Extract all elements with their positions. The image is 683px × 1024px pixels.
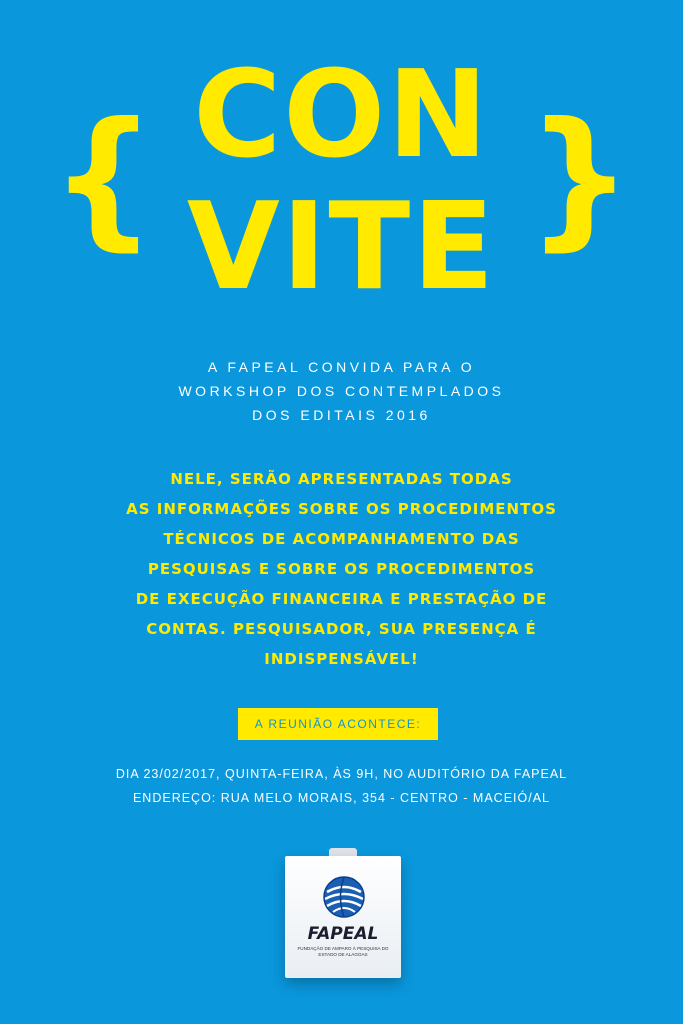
description-line: AS INFORMAÇÕES SOBRE OS PROCEDIMENTOS (126, 500, 557, 518)
logo-card (285, 856, 401, 978)
description-line: DE EXECUÇÃO FINANCEIRA E PRESTAÇÃO DE (135, 590, 548, 608)
logo-subtitle: FUNDAÇÃO DE AMPARO À PESQUISA DO ESTADO DE ALAGOAS (297, 946, 389, 957)
intro-text (0, 355, 683, 427)
meeting-date-line: DIA 23/02/2017, QUINTA-FEIRA, ÀS 9H, NO AUDITÓRIO DA FAPEAL (115, 767, 568, 781)
heading-line-2: VITE (186, 178, 497, 317)
meeting-details (0, 762, 683, 810)
left-brace: { (50, 91, 157, 265)
meeting-badge: A REUNIÃO ACONTECE: (238, 708, 438, 740)
description-line: TÉCNICOS DE ACOMPANHAMENTO DAS (163, 530, 520, 548)
logo-name: FAPEAL (307, 924, 379, 944)
description-line: NELE, SERÃO APRESENTADAS TODAS (170, 470, 513, 488)
globe-logo-icon (319, 872, 369, 922)
convite-heading (0, 48, 683, 338)
intro-line: WORKSHOP DOS CONTEMPLADOS (178, 383, 505, 399)
description-line: INDISPENSÁVEL! (264, 650, 419, 668)
meeting-address-line: ENDEREÇO: RUA MELO MORAIS, 354 - CENTRO - MACEIÓ/AL (132, 791, 551, 805)
heading-line-1: CON (193, 46, 490, 185)
description-line: CONTAS. PESQUISADOR, SUA PRESENÇA É (146, 620, 537, 638)
description-text (0, 464, 683, 674)
fapeal-logo (281, 848, 405, 980)
intro-line: DOS EDITAIS 2016 (252, 407, 431, 423)
intro-line: A FAPEAL CONVIDA PARA O (207, 359, 476, 375)
description-line: PESQUISAS E SOBRE OS PROCEDIMENTOS (147, 560, 536, 578)
right-brace: } (526, 91, 633, 265)
